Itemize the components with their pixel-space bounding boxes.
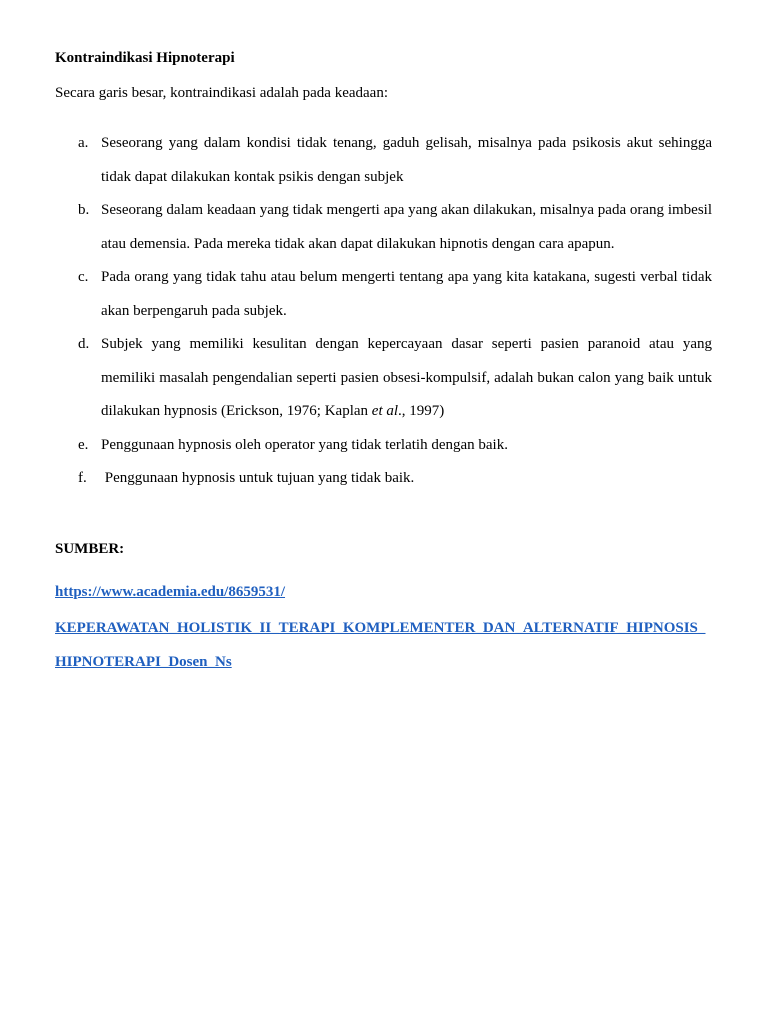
list-item-text-main: Subjek yang memiliki kesulitan dengan kepercayaan dasar seperti pasien paranoid atau yang memiliki masalah pengendalian seperti pasien obsesi-kompulsif, adalah bukan calon yang baik untuk dilakukan hypnosis (Erickson, 1976; Kaplan bbox=[101, 336, 712, 419]
document-heading: Kontraindikasi Hipnoterapi bbox=[55, 50, 235, 66]
list-item-text: Penggunaan hypnosis oleh operator yang tidak terlatih dengan baik. bbox=[101, 436, 508, 453]
list-item-text: Penggunaan hypnosis untuk tujuan yang tidak baik. bbox=[101, 470, 415, 486]
list-item bbox=[55, 127, 712, 194]
list-marker: d. bbox=[78, 336, 90, 352]
list-item-text: Pada orang yang tidak tahu atau belum mengerti tentang apa yang kita katakana, sugesti verbal tidak akan berpengaruh pada subjek. bbox=[101, 269, 712, 319]
list-item-text: Seseorang dalam keadaan yang tidak mengerti apa yang akan dilakukan, misalnya pada orang imbesil atau demensia. Pada mereka tidak akan dapat dilakukan hipnotis dengan cara apapun. bbox=[101, 202, 712, 252]
list-item bbox=[55, 194, 712, 261]
list-item bbox=[55, 462, 712, 496]
list-item bbox=[55, 261, 712, 328]
list-item bbox=[55, 328, 712, 429]
source-title-link[interactable]: KEPERAWATAN_HOLISTIK_II_TERAPI_KOMPLEMENTER_DAN_ALTERNATIF_HIPNOSIS_HIPNOTERAPI_Dosen_Ns bbox=[55, 620, 706, 670]
sources-label: SUMBER: bbox=[55, 541, 125, 557]
list-item-text-tail: ., 1997) bbox=[398, 403, 445, 419]
list-item bbox=[55, 429, 712, 463]
list-marker: c. bbox=[78, 269, 89, 285]
source-url-link[interactable]: https://www.academia.edu/8659531/ bbox=[55, 584, 286, 600]
intro-paragraph: Secara garis besar, kontraindikasi adalah pada keadaan: bbox=[55, 85, 388, 101]
contraindication-list bbox=[55, 127, 712, 496]
list-marker: e. bbox=[78, 436, 89, 453]
list-item-text: Seseorang yang dalam kondisi tidak tenang, gaduh gelisah, misalnya pada psikosis akut sehingga tidak dapat dilakukan kontak psikis dengan subjek bbox=[101, 135, 712, 185]
list-marker: b. bbox=[78, 202, 90, 218]
citation-et-al: et al bbox=[371, 403, 399, 419]
list-item-text bbox=[101, 328, 712, 429]
list-marker: f. bbox=[78, 470, 87, 486]
list-marker: a. bbox=[78, 135, 89, 151]
